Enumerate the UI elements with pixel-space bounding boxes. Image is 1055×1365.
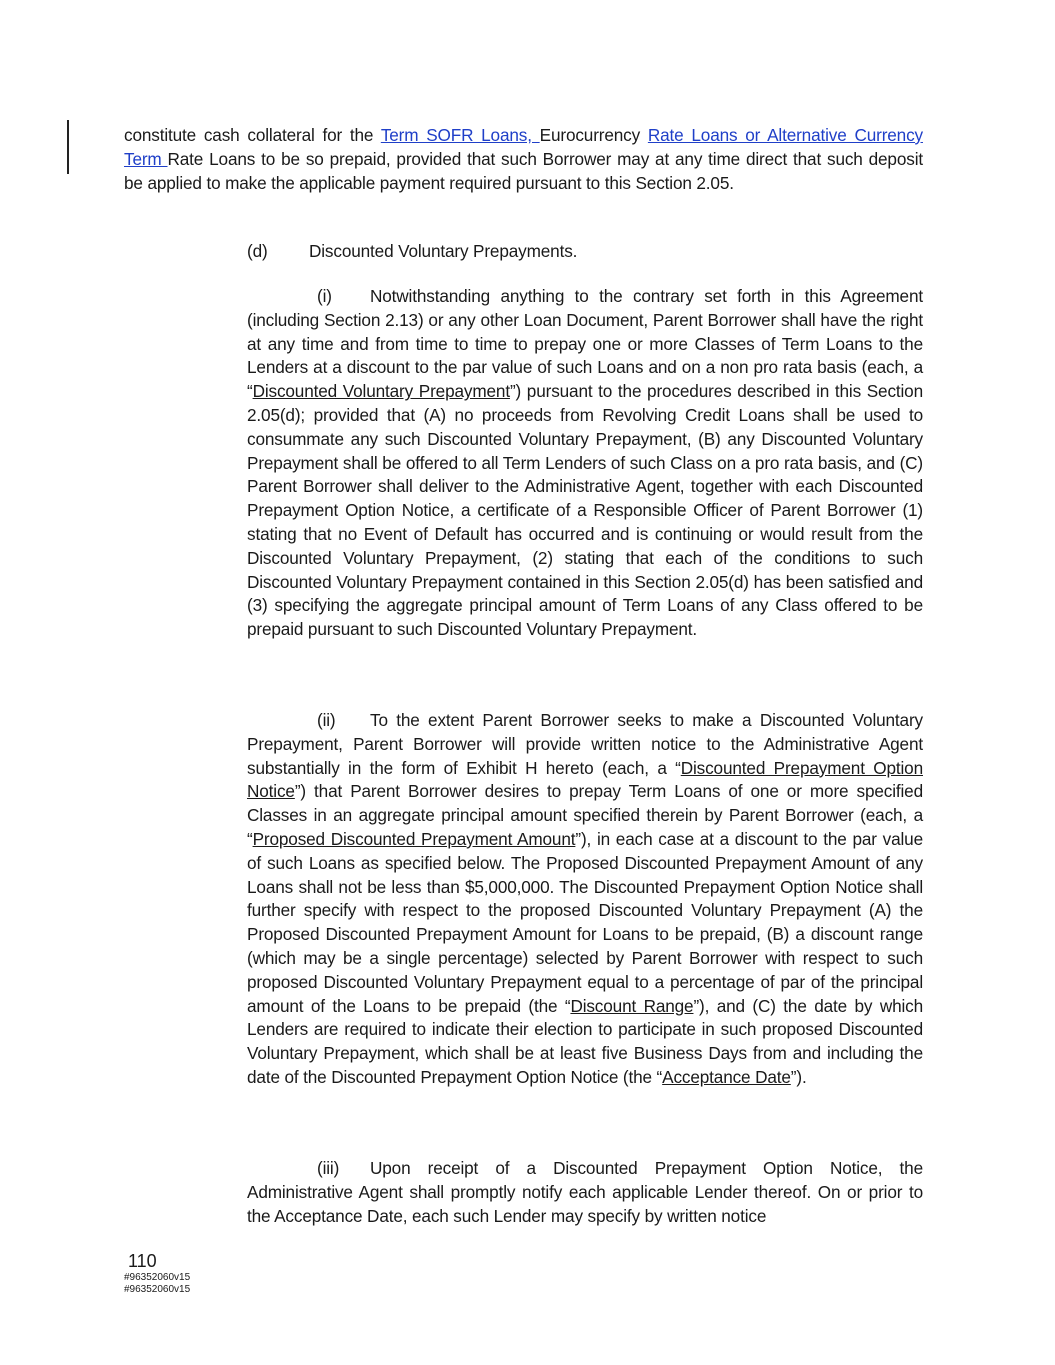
text-run: ”) pursuant to the procedures described in this Section 2.05(d); provided that (A) no proceeds from Revolving Credit Loans shall be used to consummate any such Discounted Voluntary Prepayment, (B) any Discounted Voluntary Prepayment shall be offered to all Term Lenders of such Class on a pro rata basis, and (C) Parent Borrower shall deliver to the Administrative Agent, together with each Discounted Prepayment Option Notice, a certificate of a Responsible Officer of Parent Borrower (1) stating that no Event of Default has occurred and is continuing or would result from the Discounted Voluntary Prepayment, (2) stating that each of the conditions to such Discounted Voluntary Prepayment contained in this Section 2.05(d) has been satisfied and (3) specifying the aggregate principal amount of Term Loans of any Class offered to be prepaid pursuant to such Discounted Voluntary Prepayment. xyxy=(247,381,924,640)
text-run: Notwithstanding anything to the contrary set forth in this Agreement (including Section 2.13) or any other Loan Document, Parent Borrower shall have the right at any time and from time to time to prepay one or more Classes of Term Loans to the Lenders at a discount to the par value of such Loans and on a non pro rata basis (each, a “ xyxy=(247,286,923,402)
paragraph-iii xyxy=(247,1157,923,1228)
defined-term: Discounted Voluntary Prepayment xyxy=(252,381,510,402)
inserted-text-alternative-currency: Rate Loans or Alternative Currency Term xyxy=(124,125,923,169)
section-heading-d xyxy=(247,240,923,264)
revision-change-bar xyxy=(67,120,69,174)
paragraph-cash-collateral xyxy=(124,124,923,195)
page-number: 110 xyxy=(128,1251,157,1271)
defined-term: Proposed Discounted Prepayment Amount xyxy=(252,828,576,849)
paragraph-i xyxy=(247,285,923,642)
text-run: Rate Loans to be so prepaid, provided that such Borrower may at any time direct that such deposit be applied to make the applicable payment required pursuant to this Section 2.05. xyxy=(124,148,923,193)
text-run: Eurocurrency xyxy=(539,125,648,145)
clause-number: (i) xyxy=(317,286,332,306)
document-id: #96352060v15 xyxy=(124,1272,191,1283)
section-number: (d) xyxy=(247,241,268,261)
text-run: ”), and (C) the date by which Lenders are required to indicate their election to participate in such proposed Discounted Voluntary Prepayment, which shall be at least five Business Days from and including the date of the Discounted Prepayment Option Notice (the “ xyxy=(247,995,924,1087)
clause-number: (ii) xyxy=(317,710,336,730)
paragraph-ii xyxy=(247,709,923,1090)
text-run: Upon receipt of a Discounted Prepayment Option Notice, the Administrative Agent shall promptly notify each applicable Lender thereof. On or prior to the Acceptance Date, each such Lender may specify by written notice xyxy=(247,1158,923,1226)
clause-number: (iii) xyxy=(317,1158,340,1178)
text-run: constitute cash collateral for the xyxy=(124,125,381,145)
defined-term: Discount Range xyxy=(570,995,694,1016)
inserted-text-term-sofr: Term SOFR Loans, xyxy=(380,125,540,145)
text-run: ”), in each case at a discount to the par value of such Loans as specified below. The Proposed Discounted Prepayment Amount of any Loans shall not be less than $5,000,000. The Discounted Prepayment Option Notice shall further specify with respect to the proposed Discounted Voluntary Prepayment (A) the Proposed Discounted Prepayment Amount for Loans to be prepaid, (B) a discount range (which may be a single percentage) selected by Parent Borrower with respect to such proposed Discounted Voluntary Prepayment equal to a percentage of par of the principal amount of the Loans to be prepaid (the “ xyxy=(247,828,923,1016)
text-run: ”) that Parent Borrower desires to prepay Term Loans of one or more specified Classes in an aggregate principal amount specified therein by Parent Borrower (each, a “ xyxy=(247,781,923,849)
text-run: ”). xyxy=(790,1066,807,1087)
section-title: Discounted Voluntary Prepayments. xyxy=(309,241,578,261)
page-footer xyxy=(124,1250,190,1296)
defined-term: Acceptance Date xyxy=(662,1066,791,1087)
defined-term: Discounted Prepayment Option Notice xyxy=(247,757,923,802)
text-run: To the extent Parent Borrower seeks to make a Discounted Voluntary Prepayment, Parent Borrower will provide written notice to the Administrative Agent substantially in the form of Exhibit H hereto (each, a “ xyxy=(247,710,923,778)
document-id: #96352060v15 xyxy=(124,1284,191,1295)
